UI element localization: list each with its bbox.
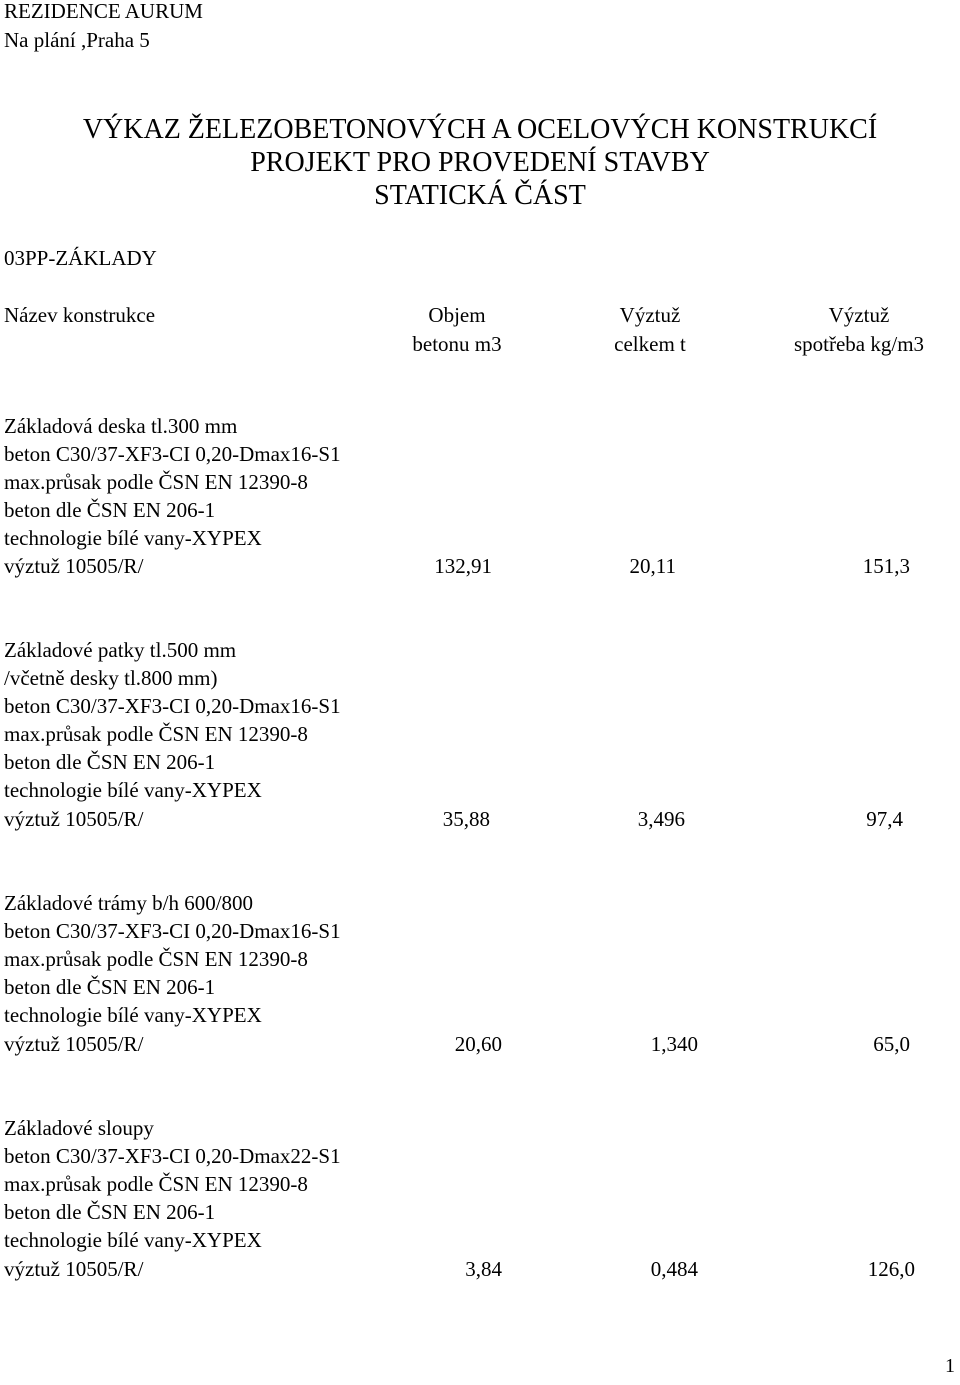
block-line: beton dle ČSN EN 206-1 (4, 975, 216, 999)
steel-total-value: 1,340 (650, 1032, 698, 1056)
steel-consumption-value: 65,0 (873, 1032, 910, 1056)
block-line: beton dle ČSN EN 206-1 (4, 1200, 216, 1224)
block-line: Základové sloupy (4, 1116, 154, 1140)
document-part: STATICKÁ ČÁST (374, 180, 586, 211)
block-line: Základové patky tl.500 mm (4, 638, 237, 662)
column-header-consumption-line1: Výztuž (828, 303, 890, 327)
steel-total-value: 20,11 (629, 554, 676, 578)
column-header-volume-line1: Objem (428, 303, 486, 327)
concrete-volume-value: 20,60 (454, 1032, 502, 1056)
block-line: Základová deska tl.300 mm (4, 414, 238, 438)
concrete-volume-value: 3,84 (465, 1257, 502, 1281)
document-title: VÝKAZ ŽELEZOBETONOVÝCH A OCELOVÝCH KONSTRUKCÍ (82, 114, 878, 145)
block-line: beton dle ČSN EN 206-1 (4, 750, 216, 774)
steel-consumption-value: 151,3 (862, 554, 910, 578)
block-line: max.průsak podle ČSN EN 12390-8 (4, 722, 308, 746)
block-line: výztuž 10505/R/ (4, 1032, 144, 1056)
document-subtitle: PROJEKT PRO PROVEDENÍ STAVBY (250, 147, 710, 178)
page-number: 1 (945, 1355, 955, 1377)
block-line: technologie bílé vany-XYPEX (4, 778, 262, 802)
column-header-steel-line2: celkem t (614, 332, 686, 356)
steel-total-value: 0,484 (650, 1257, 698, 1281)
project-name: REZIDENCE AURUM (4, 0, 203, 23)
steel-consumption-value: 126,0 (867, 1257, 915, 1281)
block-line: výztuž 10505/R/ (4, 1257, 144, 1281)
concrete-volume-value: 35,88 (442, 807, 490, 831)
block-line: /včetně desky tl.800 mm) (4, 666, 218, 690)
steel-consumption-value: 97,4 (866, 807, 903, 831)
steel-total-value: 3,496 (637, 807, 685, 831)
block-line: technologie bílé vany-XYPEX (4, 1003, 262, 1027)
block-line: beton C30/37-XF3-CI 0,20-Dmax16-S1 (4, 919, 341, 943)
block-line: max.průsak podle ČSN EN 12390-8 (4, 470, 308, 494)
block-line: Základové trámy b/h 600/800 (4, 891, 254, 915)
column-header-steel-line1: Výztuž (619, 303, 681, 327)
block-line: beton dle ČSN EN 206-1 (4, 498, 216, 522)
block-line: technologie bílé vany-XYPEX (4, 1228, 262, 1252)
block-line: výztuž 10505/R/ (4, 807, 144, 831)
concrete-volume-value: 132,91 (434, 554, 492, 578)
block-line: výztuž 10505/R/ (4, 554, 144, 578)
column-header-consumption-line2: spotřeba kg/m3 (793, 332, 925, 356)
block-line: technologie bílé vany-XYPEX (4, 526, 262, 550)
block-line: beton C30/37-XF3-CI 0,20-Dmax16-S1 (4, 694, 341, 718)
block-line: beton C30/37-XF3-CI 0,20-Dmax16-S1 (4, 442, 341, 466)
block-line: max.průsak podle ČSN EN 12390-8 (4, 1172, 308, 1196)
block-line: max.průsak podle ČSN EN 12390-8 (4, 947, 308, 971)
block-line: beton C30/37-XF3-CI 0,20-Dmax22-S1 (4, 1144, 341, 1168)
section-heading: 03PP-ZÁKLADY (4, 246, 157, 270)
project-address: Na plání ,Praha 5 (4, 28, 150, 52)
column-header-volume-line2: betonu m3 (412, 332, 502, 356)
column-header-name: Název konstrukce (4, 303, 156, 327)
